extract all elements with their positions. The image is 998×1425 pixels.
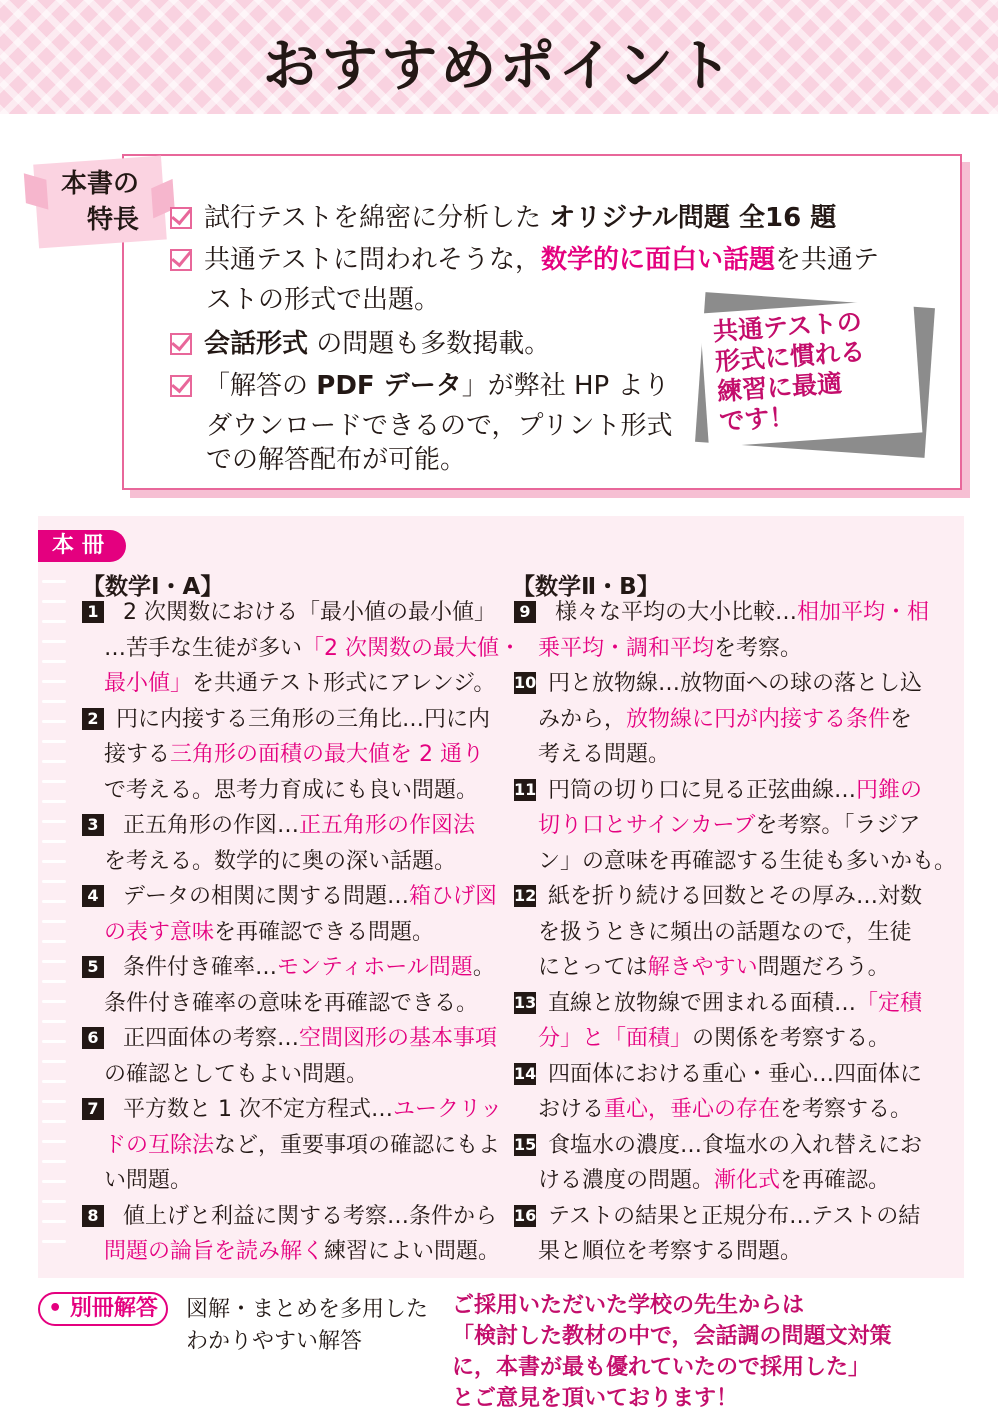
item-number-badge: 14 bbox=[514, 1063, 537, 1083]
item-line-first bbox=[514, 669, 922, 699]
body-text: を考える。数学的に奥の深い話題。 bbox=[104, 848, 457, 874]
ring-mark bbox=[42, 880, 66, 883]
highlight-text: 三角形の面積の最大値を 2 通り bbox=[170, 742, 484, 767]
highlight-text: の表す意味 bbox=[104, 919, 215, 945]
teacher-testimonial: ご採用いただいた学校の先生からは 「検討した教材の中で，会話調の問題文対策 に，本書が最も優れていたので採用した」 とご意見を頂いております！ bbox=[452, 1292, 892, 1411]
body-text: …円に内 bbox=[402, 706, 491, 732]
ring-mark bbox=[42, 1140, 66, 1143]
ring-mark bbox=[42, 1040, 66, 1043]
ring-mark bbox=[42, 1160, 66, 1163]
checkbox-icon bbox=[170, 249, 192, 271]
body-text: 。 bbox=[472, 955, 495, 980]
highlight-text: 重心，垂心の存在 bbox=[604, 1097, 781, 1122]
body-text: みから， bbox=[538, 706, 627, 732]
ring-mark bbox=[42, 1080, 66, 1083]
item-line-continued bbox=[538, 953, 890, 983]
item-number-badge: 15 bbox=[514, 1134, 537, 1154]
item-line-first bbox=[82, 953, 495, 983]
body-text: い問題。 bbox=[104, 1168, 193, 1193]
item-line-continued bbox=[538, 740, 670, 770]
ring-mark bbox=[42, 600, 66, 603]
body-text: 2 次関数における「最小値の最小値」 bbox=[116, 600, 496, 625]
ring-mark bbox=[42, 1000, 66, 1003]
feature-item-4-cont1: ダウンロードできるので，プリント形式 bbox=[206, 411, 673, 441]
feature-item-2-cont: ストの形式で出題。 bbox=[206, 285, 441, 315]
body-text: を再確認できる問題。 bbox=[214, 919, 435, 945]
body-text: …対数 bbox=[856, 884, 923, 909]
body-text: テストの結果と正規分布 bbox=[548, 1203, 790, 1229]
highlight-text: 最小値」 bbox=[104, 671, 193, 696]
body-text: …条件から bbox=[387, 1203, 498, 1229]
item-line-first bbox=[514, 776, 922, 806]
item-number-badge: 5 bbox=[82, 956, 104, 978]
body-text: 問題だろう。 bbox=[757, 955, 890, 980]
item-line-first bbox=[82, 882, 497, 912]
ring-mark bbox=[42, 980, 66, 983]
item-line-continued bbox=[104, 918, 434, 948]
ring-mark bbox=[42, 1120, 66, 1123]
highlight-text: 空間図形の基本事項 bbox=[299, 1026, 498, 1051]
item-line-continued bbox=[104, 776, 478, 806]
body-text: を考察。「ラジア bbox=[755, 813, 921, 838]
body-text: を bbox=[890, 706, 913, 732]
notebook-rings bbox=[38, 580, 66, 1260]
note-text: 共通テストの 形式に慣れる 練習に最適 です！ bbox=[712, 307, 866, 437]
separate-answer-description: 図解・まとめを多用した わかりやすい解答 bbox=[186, 1297, 429, 1354]
item-number-badge: 11 bbox=[514, 779, 537, 799]
body-text: ける濃度の問題。 bbox=[538, 1168, 715, 1193]
page-header bbox=[0, 0, 998, 114]
item-number-badge: 10 bbox=[514, 673, 537, 692]
body-text: を扱うときに頻出の話題なので，生徒 bbox=[538, 919, 912, 945]
item-line-continued bbox=[104, 1131, 500, 1161]
item-number-badge: 6 bbox=[82, 1027, 104, 1049]
item-line-first bbox=[514, 989, 922, 1019]
item-line-first bbox=[514, 1202, 920, 1232]
body-text: 値上げと利益に関する考察 bbox=[116, 1203, 387, 1229]
ring-mark bbox=[42, 800, 66, 803]
body-text: 正四面体の考察 bbox=[116, 1026, 277, 1051]
ring-mark bbox=[42, 700, 66, 703]
item-line-continued bbox=[104, 847, 456, 877]
highlight-text: 分」と「面積」 bbox=[538, 1026, 693, 1051]
ring-mark bbox=[42, 1020, 66, 1023]
item-number-badge: 7 bbox=[82, 1098, 104, 1120]
item-line-continued bbox=[538, 811, 920, 841]
body-text: … bbox=[834, 990, 857, 1016]
item-line-first bbox=[82, 811, 475, 841]
features-tag bbox=[40, 166, 160, 238]
item-line-continued bbox=[104, 1237, 500, 1267]
feature-item-4-cont2: での解答配布が可能。 bbox=[206, 445, 467, 475]
features-tag-line2: 特長 bbox=[86, 205, 139, 235]
body-text: … bbox=[370, 1097, 393, 1122]
highlight-text: 漸化式 bbox=[714, 1168, 781, 1193]
body-text: 紙を折り続ける回数とその厚み bbox=[548, 884, 857, 909]
item-number-badge: 1 bbox=[82, 601, 104, 623]
feature-item-1: 試行テストを綿密に分析した オリジナル問題 全16 題 bbox=[170, 198, 836, 238]
highlight-text: 円錐の bbox=[856, 777, 923, 803]
item-line-first bbox=[514, 882, 922, 912]
item-number-badge: 8 bbox=[82, 1205, 104, 1227]
ring-mark bbox=[42, 720, 66, 723]
body-text: …苦手な生徒が多い bbox=[104, 635, 303, 661]
body-text: を共通テスト形式にアレンジ。 bbox=[192, 671, 496, 696]
item-line-continued bbox=[538, 1237, 802, 1267]
ring-mark bbox=[42, 1240, 66, 1243]
ring-mark bbox=[42, 640, 66, 643]
ring-mark bbox=[42, 740, 66, 743]
body-text: …放物面への球の落とし込 bbox=[658, 671, 923, 696]
item-line-continued bbox=[104, 1166, 192, 1196]
ring-mark bbox=[42, 820, 66, 823]
body-text: の確認としてもよい問題。 bbox=[104, 1061, 369, 1087]
item-number-badge: 2 bbox=[82, 708, 104, 730]
body-text: 四面体における重心・垂心 bbox=[548, 1061, 813, 1087]
body-text: で考える。思考力育成にも良い問題。 bbox=[104, 777, 479, 803]
body-text: 円に内接する三角形の三角比 bbox=[116, 706, 403, 732]
item-line-continued bbox=[104, 989, 478, 1019]
item-line-first bbox=[82, 598, 496, 628]
feature-item-4: 「解答の PDF データ」が弊社 HP より bbox=[170, 366, 669, 406]
body-text: 接する bbox=[104, 742, 171, 767]
body-text: など，重要事項の確認にもよ bbox=[214, 1132, 501, 1158]
item-number-badge: 9 bbox=[514, 601, 536, 623]
item-line-first bbox=[514, 598, 929, 628]
ring-mark bbox=[42, 620, 66, 623]
body-text: … bbox=[277, 1026, 299, 1051]
item-line-first bbox=[514, 1131, 922, 1161]
highlight-text: 切り口とサインカーブ bbox=[538, 813, 756, 838]
ring-mark bbox=[42, 1100, 66, 1103]
checkbox-icon bbox=[170, 375, 192, 397]
body-text: ン」の意味を再確認する生徒も多いかも。 bbox=[538, 848, 957, 874]
body-text: を考察。 bbox=[714, 635, 803, 661]
ring-mark bbox=[42, 580, 66, 583]
ring-mark bbox=[42, 1200, 66, 1203]
left-column-heading: 【数学Ⅰ・A】 bbox=[82, 574, 224, 600]
body-text: 果と順位を考察する問題。 bbox=[538, 1239, 803, 1264]
item-line-continued bbox=[538, 1166, 890, 1196]
ring-mark bbox=[42, 840, 66, 843]
ring-mark bbox=[42, 1220, 66, 1223]
item-line-first bbox=[514, 1060, 922, 1090]
body-text: 考える問題。 bbox=[538, 742, 671, 767]
item-line-first bbox=[82, 705, 490, 735]
highlight-text: 放物線に円が内接する条件 bbox=[626, 706, 891, 732]
ring-mark bbox=[42, 660, 66, 663]
body-text: の関係を考察する。 bbox=[692, 1026, 891, 1051]
highlight-text: 乗平均・調和平均 bbox=[538, 635, 715, 661]
item-number-badge: 3 bbox=[82, 814, 104, 836]
separate-answer-label: • 別冊解答 bbox=[38, 1292, 168, 1326]
item-line-continued bbox=[538, 705, 912, 735]
ring-mark bbox=[42, 920, 66, 923]
ring-mark bbox=[42, 860, 66, 863]
body-text: … bbox=[255, 955, 277, 980]
body-text: 食塩水の濃度 bbox=[548, 1132, 681, 1158]
feature-item-2: 共通テストに問われそうな，数学的に面白い話題を共通テ bbox=[170, 240, 879, 280]
right-column-heading: 【数学Ⅱ・B】 bbox=[512, 574, 660, 600]
body-text: 条件付き確率 bbox=[116, 955, 255, 980]
body-text: 練習によい問題。 bbox=[324, 1239, 501, 1264]
highlight-text: 「2 次関数の最大値・ bbox=[302, 635, 522, 661]
item-number-badge: 4 bbox=[82, 885, 104, 907]
item-line-continued bbox=[538, 634, 802, 664]
body-text: 直線と放物線で囲まれる面積 bbox=[548, 990, 835, 1016]
body-text: … bbox=[834, 777, 857, 803]
body-text: …四面体に bbox=[812, 1061, 923, 1087]
ring-mark bbox=[42, 1180, 66, 1183]
highlight-text: 「定積 bbox=[856, 990, 923, 1016]
highlight-text: 解きやすい bbox=[647, 955, 758, 980]
body-text: 円筒の切り口に見る正弦曲線 bbox=[548, 777, 835, 803]
features-tag-line1: 本書の bbox=[60, 169, 139, 199]
highlight-text: モンティホール問題 bbox=[277, 955, 473, 980]
ring-mark bbox=[42, 1060, 66, 1063]
item-line-continued bbox=[104, 740, 484, 770]
body-text: 条件付き確率の意味を再確認できる。 bbox=[104, 990, 479, 1016]
item-line-continued bbox=[538, 847, 956, 877]
ring-mark bbox=[42, 960, 66, 963]
body-text: … bbox=[775, 600, 797, 625]
item-line-first bbox=[82, 1095, 502, 1125]
item-line-continued bbox=[104, 634, 521, 664]
body-text: 様々な平均の大小比較 bbox=[548, 600, 775, 625]
body-text: 円と放物線 bbox=[548, 671, 659, 696]
body-text: …テストの結 bbox=[789, 1203, 921, 1229]
body-text: …食塩水の入れ替えにお bbox=[680, 1132, 923, 1158]
ring-mark bbox=[42, 680, 66, 683]
item-line-continued bbox=[538, 918, 912, 948]
item-line-first bbox=[82, 1202, 497, 1232]
item-line-continued bbox=[104, 669, 495, 699]
ring-mark bbox=[42, 940, 66, 943]
ring-mark bbox=[42, 780, 66, 783]
ring-mark bbox=[42, 760, 66, 763]
body-text: おける bbox=[538, 1097, 605, 1122]
main-book-label: 本冊 bbox=[38, 530, 126, 562]
highlight-text: 箱ひげ図 bbox=[409, 884, 498, 909]
item-number-badge: 16 bbox=[514, 1205, 537, 1225]
body-text: 正五角形の作図 bbox=[116, 813, 277, 838]
body-text: … bbox=[277, 813, 299, 838]
highlight-text: 相加平均・相 bbox=[797, 600, 930, 625]
body-text: を再確認。 bbox=[780, 1168, 891, 1193]
item-line-continued bbox=[104, 1060, 368, 1090]
item-number-badge: 13 bbox=[514, 992, 537, 1012]
highlight-text: 問題の論旨を読み解く bbox=[104, 1239, 325, 1264]
body-text: にとっては bbox=[538, 955, 648, 980]
item-line-continued bbox=[538, 1095, 912, 1125]
body-text: データの相関に関する問題 bbox=[116, 884, 387, 909]
highlight-text: 正五角形の作図法 bbox=[299, 813, 476, 838]
page-title: おすすめポイント bbox=[262, 34, 736, 99]
body-text: を考察する。 bbox=[780, 1097, 913, 1122]
item-line-first bbox=[82, 1024, 497, 1054]
checkbox-icon bbox=[170, 333, 192, 355]
highlight-text: ドの互除法 bbox=[104, 1132, 215, 1158]
checkbox-icon bbox=[170, 207, 192, 229]
body-text: 平方数と 1 次不定方程式 bbox=[116, 1097, 371, 1122]
highlight-text: ユークリッ bbox=[392, 1097, 503, 1122]
body-text: … bbox=[387, 884, 409, 909]
feature-item-3: 会話形式 の問題も多数掲載。 bbox=[170, 324, 550, 364]
item-line-continued bbox=[538, 1024, 890, 1054]
ring-mark bbox=[42, 900, 66, 903]
item-number-badge: 12 bbox=[514, 886, 537, 905]
